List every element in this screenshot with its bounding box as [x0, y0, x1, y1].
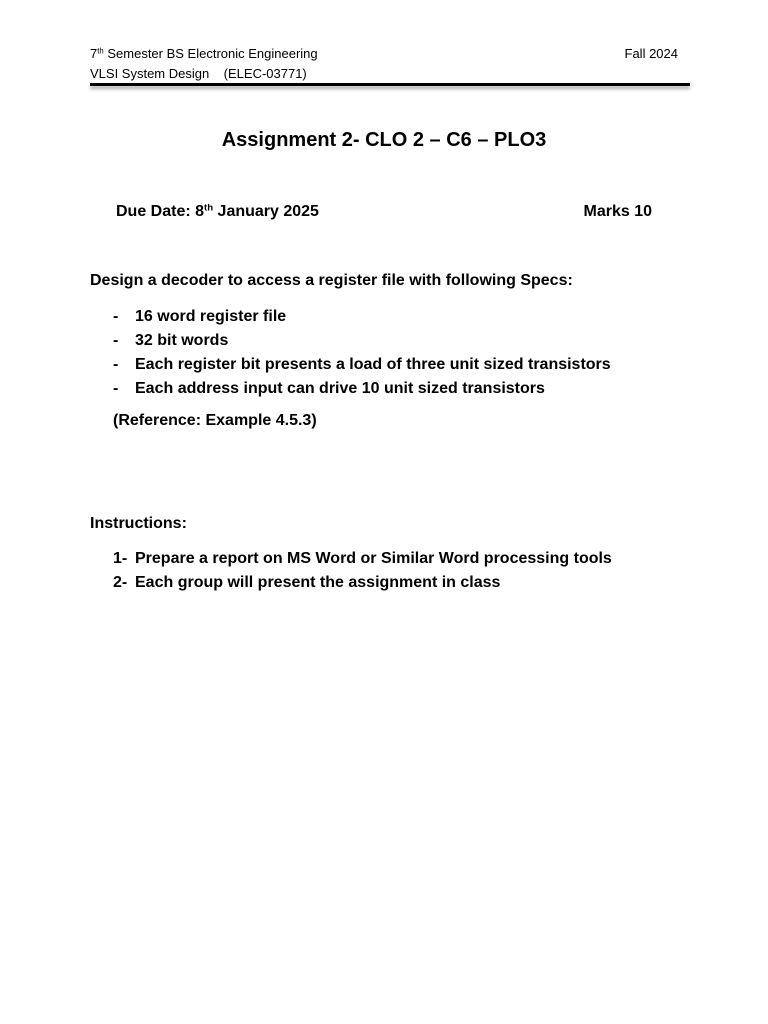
course-line: VLSI System Design (ELEC-03771) — [90, 66, 307, 81]
list-item: 1- Prepare a report on MS Word or Similar Word processing tools — [113, 550, 612, 567]
list-item: - Each register bit presents a load of three unit sized transistors — [113, 356, 611, 373]
list-item: 2- Each group will present the assignment in class — [113, 574, 501, 591]
reference-note: (Reference: Example 4.5.3) — [113, 412, 317, 429]
term-label: Fall 2024 — [624, 46, 678, 61]
instructions-list — [113, 547, 612, 595]
semester-line: 7th Semester BS Electronic Engineering — [90, 46, 318, 61]
header-top-row — [90, 46, 678, 61]
instructions-heading: Instructions: — [90, 515, 187, 532]
spec-list — [113, 305, 611, 401]
list-item: - Each address input can drive 10 unit sized transistors — [113, 380, 545, 397]
assignment-title: Assignment 2- CLO 2 – C6 – PLO3 — [221, 129, 547, 151]
due-row — [116, 203, 652, 221]
list-item: - 32 bit words — [113, 332, 229, 349]
design-intro: Design a decoder to access a register file with following Specs: — [90, 272, 573, 289]
due-date: Due Date: 8th January 2025 — [116, 202, 319, 220]
header-divider — [90, 83, 690, 86]
due-superscript: th — [204, 202, 214, 214]
list-item: - 16 word register file — [113, 308, 287, 325]
semester-superscript: th — [97, 46, 104, 56]
marks-label: Marks 10 — [583, 203, 652, 220]
